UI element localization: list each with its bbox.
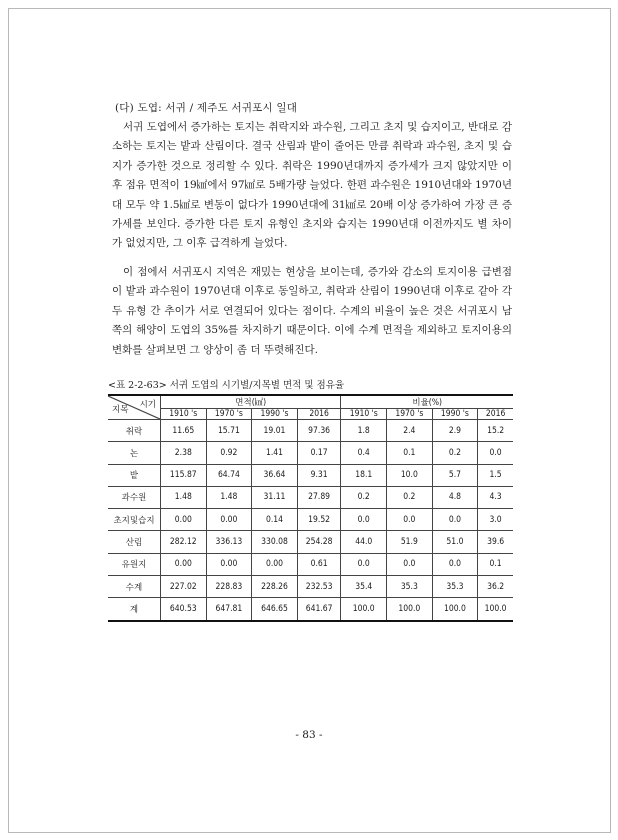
area-cell: 0.00 bbox=[206, 553, 252, 575]
area-cell: 227.02 bbox=[161, 575, 207, 597]
area-cell: 232.53 bbox=[297, 575, 341, 597]
table-header-row-2 bbox=[108, 409, 513, 420]
corner-label-period: 시기 bbox=[139, 400, 156, 410]
row-label: 산림 bbox=[108, 531, 161, 553]
area-cell: 647.81 bbox=[206, 598, 252, 621]
ratio-cell: 5.7 bbox=[432, 464, 478, 486]
area-cell: 19.52 bbox=[297, 509, 341, 531]
paragraph-2 bbox=[112, 263, 512, 360]
row-label: 밭 bbox=[108, 464, 161, 486]
table-row bbox=[108, 509, 513, 531]
ratio-cell: 0.0 bbox=[387, 553, 433, 575]
area-cell: 2.38 bbox=[161, 442, 207, 464]
area-cell: 336.13 bbox=[206, 531, 252, 553]
table-body bbox=[108, 420, 513, 622]
header-ratio-period: 1970 's bbox=[387, 409, 433, 420]
area-cell: 1.48 bbox=[206, 486, 252, 508]
area-cell: 64.74 bbox=[206, 464, 252, 486]
area-cell: 0.00 bbox=[161, 509, 207, 531]
area-cell: 0.17 bbox=[297, 442, 341, 464]
table-row bbox=[108, 531, 513, 553]
area-cell: 19.01 bbox=[252, 420, 298, 442]
ratio-cell: 1.8 bbox=[341, 420, 387, 442]
area-cell: 97.36 bbox=[297, 420, 341, 442]
ratio-cell: 10.0 bbox=[387, 464, 433, 486]
area-cell: 0.92 bbox=[206, 442, 252, 464]
area-cell: 0.00 bbox=[161, 553, 207, 575]
row-label: 계 bbox=[108, 598, 161, 621]
ratio-cell: 15.2 bbox=[478, 420, 513, 442]
ratio-cell: 0.2 bbox=[432, 442, 478, 464]
ratio-cell: 100.0 bbox=[478, 598, 513, 621]
ratio-cell: 1.5 bbox=[478, 464, 513, 486]
ratio-cell: 100.0 bbox=[432, 598, 478, 621]
ratio-cell: 44.0 bbox=[341, 531, 387, 553]
area-cell: 254.28 bbox=[297, 531, 341, 553]
ratio-cell: 100.0 bbox=[387, 598, 433, 621]
ratio-cell: 0.0 bbox=[432, 553, 478, 575]
ratio-cell: 35.3 bbox=[432, 575, 478, 597]
ratio-cell: 0.0 bbox=[432, 509, 478, 531]
ratio-cell: 51.0 bbox=[432, 531, 478, 553]
row-label: 유원지 bbox=[108, 553, 161, 575]
table-row bbox=[108, 486, 513, 508]
ratio-cell: 36.2 bbox=[478, 575, 513, 597]
paragraph-1 bbox=[112, 118, 512, 254]
ratio-cell: 35.3 bbox=[387, 575, 433, 597]
header-area-period: 1990 's bbox=[252, 409, 298, 420]
table-corner-cell bbox=[108, 395, 161, 420]
row-label: 취락 bbox=[108, 420, 161, 442]
area-cell: 1.41 bbox=[252, 442, 298, 464]
ratio-cell: 0.0 bbox=[387, 509, 433, 531]
ratio-cell: 35.4 bbox=[341, 575, 387, 597]
area-cell: 36.64 bbox=[252, 464, 298, 486]
area-cell: 0.00 bbox=[206, 509, 252, 531]
header-ratio-period: 1910 's bbox=[341, 409, 387, 420]
area-cell: 330.08 bbox=[252, 531, 298, 553]
area-cell: 282.12 bbox=[161, 531, 207, 553]
ratio-cell: 0.0 bbox=[478, 442, 513, 464]
table-row bbox=[108, 575, 513, 597]
row-label: 논 bbox=[108, 442, 161, 464]
ratio-cell: 51.9 bbox=[387, 531, 433, 553]
corner-label-landtype: 지목 bbox=[112, 405, 129, 415]
row-label: 수계 bbox=[108, 575, 161, 597]
area-cell: 640.53 bbox=[161, 598, 207, 621]
ratio-cell: 0.4 bbox=[341, 442, 387, 464]
table-row bbox=[108, 442, 513, 464]
area-cell: 646.65 bbox=[252, 598, 298, 621]
ratio-cell: 4.3 bbox=[478, 486, 513, 508]
header-area-group: 면적(㎢) bbox=[161, 395, 341, 409]
section-heading: (다) 도엽: 서귀 / 제주도 서귀포시 일대 bbox=[115, 102, 298, 114]
area-cell: 1.48 bbox=[161, 486, 207, 508]
ratio-cell: 0.1 bbox=[387, 442, 433, 464]
area-cell: 641.67 bbox=[297, 598, 341, 621]
header-ratio-group: 비율(%) bbox=[341, 395, 513, 409]
area-cell: 0.00 bbox=[252, 553, 298, 575]
header-area-period: 1910 's bbox=[161, 409, 207, 420]
table-header-row-1 bbox=[108, 395, 513, 409]
area-cell: 15.71 bbox=[206, 420, 252, 442]
header-area-period: 1970 's bbox=[206, 409, 252, 420]
ratio-cell: 4.8 bbox=[432, 486, 478, 508]
paragraph-1-text: 서귀 도엽에서 증가하는 토지는 취락지와 과수원, 그리고 초지 및 습지이고, 반대로 감소하는 토지는 밭과 산림이다. 결국 산림과 밭이 줄어든 만큼 취락과 과수원, 초지 및 습지가 증가한 것으로 정리할 수 있다. 취락은 1990년대까지 증가세가 크지 않았지만 이후 점유 면적이 19㎢에서 97㎢로 5배가량 늘었다. 한편 과수원은 1910년대와 1970년대 모두 약 1.5㎢로 변동이 없다가 1990년대에 31㎢로 20배 이상 증가하여 가장 큰 증가세를 보인다. 증가한 다른 토지 유형인 초지와 습지는 1990년대 이전까지도 별 차이가 없었지만, 그 이후 급격하게 늘었다. bbox=[112, 121, 512, 250]
land-use-table bbox=[108, 394, 513, 622]
ratio-cell: 0.2 bbox=[341, 486, 387, 508]
page-number: - 83 - bbox=[295, 729, 323, 741]
ratio-cell: 2.9 bbox=[432, 420, 478, 442]
ratio-cell: 0.1 bbox=[478, 553, 513, 575]
ratio-cell: 0.2 bbox=[387, 486, 433, 508]
area-cell: 31.11 bbox=[252, 486, 298, 508]
table-row bbox=[108, 553, 513, 575]
paragraph-2-text: 이 점에서 서귀포시 지역은 재밌는 현상을 보이는데, 증가와 감소의 토지이용 급변점이 밭과 과수원이 1970년대 이후로 동일하고, 취락과 산림이 1990년대 이후로 같아 각 두 유형 간 추이가 서로 연결되어 있다는 점이다. 수계의 비율이 높은 것은 서귀포시 남쪽의 해양이 도엽의 35%를 차지하기 때문이다. 이에 수계 면적을 제외하고 토지이용의 변화를 살펴보면 그 양상이 좀 더 뚜렷해진다. bbox=[112, 266, 512, 356]
row-label: 과수원 bbox=[108, 486, 161, 508]
header-ratio-period: 1990 's bbox=[432, 409, 478, 420]
table-row bbox=[108, 420, 513, 442]
ratio-cell: 18.1 bbox=[341, 464, 387, 486]
ratio-cell: 0.0 bbox=[341, 553, 387, 575]
ratio-cell: 100.0 bbox=[341, 598, 387, 621]
table-row bbox=[108, 598, 513, 621]
table-row bbox=[108, 464, 513, 486]
area-cell: 0.61 bbox=[297, 553, 341, 575]
ratio-cell: 2.4 bbox=[387, 420, 433, 442]
header-ratio-period: 2016 bbox=[478, 409, 513, 420]
ratio-cell: 3.0 bbox=[478, 509, 513, 531]
table-caption: <표 2-2-63> 서귀 도엽의 시기별/지목별 면적 및 점유율 bbox=[108, 380, 345, 391]
ratio-cell: 39.6 bbox=[478, 531, 513, 553]
area-cell: 0.14 bbox=[252, 509, 298, 531]
row-label: 초지및습지 bbox=[108, 509, 161, 531]
ratio-cell: 0.0 bbox=[341, 509, 387, 531]
area-cell: 27.89 bbox=[297, 486, 341, 508]
area-cell: 115.87 bbox=[161, 464, 207, 486]
header-area-period: 2016 bbox=[297, 409, 341, 420]
area-cell: 9.31 bbox=[297, 464, 341, 486]
area-cell: 11.65 bbox=[161, 420, 207, 442]
area-cell: 228.83 bbox=[206, 575, 252, 597]
area-cell: 228.26 bbox=[252, 575, 298, 597]
